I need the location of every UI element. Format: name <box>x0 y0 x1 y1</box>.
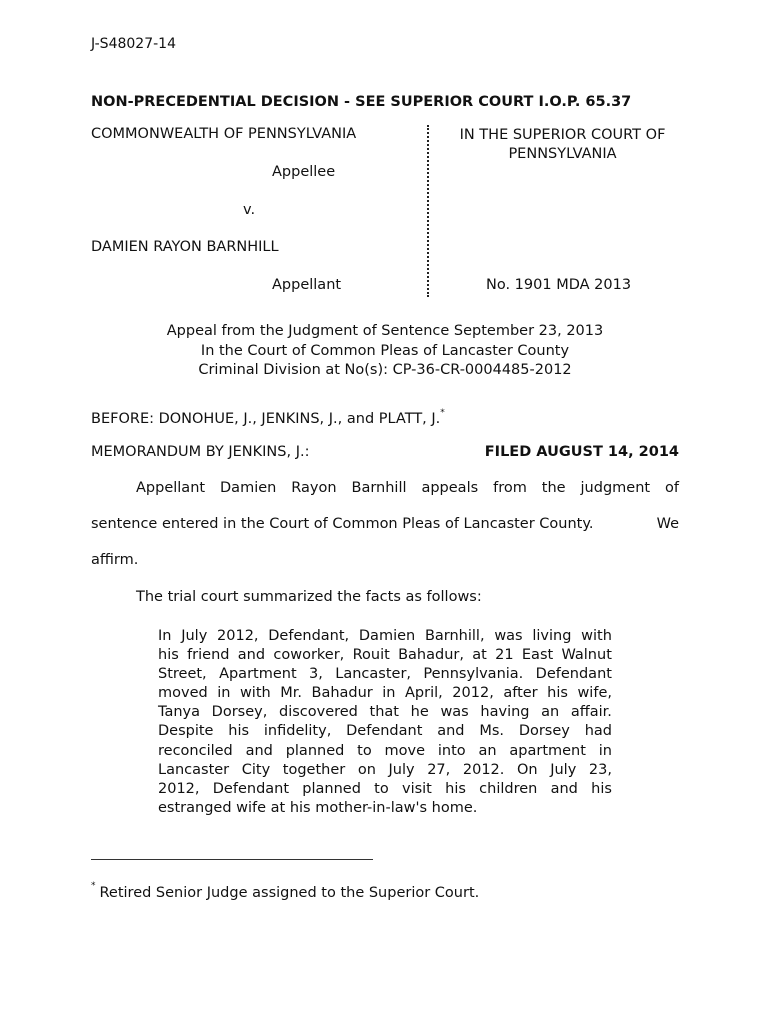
word: Despite <box>158 723 214 740</box>
word: affair. <box>570 704 612 721</box>
appeal-line: In the Court of Common Pleas of Lancaster County <box>200 342 570 359</box>
word: Dorsey <box>518 723 570 740</box>
word: he <box>410 704 429 721</box>
word: Defendant <box>535 666 612 683</box>
word: We <box>656 516 679 532</box>
word: an <box>541 704 560 721</box>
word: Dorsey, <box>211 704 268 721</box>
caption-divider <box>427 125 429 297</box>
plaintiff-name: COMMONWEALTH OF PENNSYLVANIA <box>91 126 357 142</box>
word: move <box>384 742 426 759</box>
quote-line <box>158 742 612 761</box>
word: Apartment <box>219 666 297 683</box>
appeal-line: Appeal from the Judgment of Sentence September 23, 2013 <box>166 323 604 339</box>
word: 3, <box>309 666 323 683</box>
word: Ms. <box>479 723 504 740</box>
word: children <box>479 780 538 797</box>
body-line <box>136 480 679 496</box>
block-quote <box>158 627 612 818</box>
docket-code: J-S48027-14 <box>91 36 176 52</box>
plaintiff-role: Appellee <box>272 164 336 180</box>
word: Walnut <box>561 647 612 664</box>
word: Lancaster, <box>335 666 412 683</box>
word: Damien <box>358 628 416 644</box>
word: appeals <box>421 480 479 496</box>
word: July <box>550 761 577 778</box>
body-line: affirm. <box>91 552 139 568</box>
filed-date: FILED AUGUST 14, 2014 <box>484 444 679 460</box>
word: reconciled <box>158 742 233 759</box>
word: Damien <box>220 480 277 496</box>
versus-label: v. <box>243 202 256 218</box>
appeal-line: Criminal Division at No(s): CP-36-CR-0004485-2012 <box>198 362 572 378</box>
quote-line <box>158 799 612 818</box>
word: the <box>541 480 566 496</box>
word: friend <box>187 647 230 664</box>
non-precedential-notice: NON-PRECEDENTIAL DECISION - SEE SUPERIOR COURT I.O.P. 65.37 <box>91 94 632 110</box>
footnote-marker: * <box>91 881 96 891</box>
word: Barnhill, <box>424 628 485 644</box>
word: estranged wife at his mother-in-law's home. <box>158 799 478 816</box>
word: Tanya <box>158 704 200 721</box>
word: in <box>598 742 612 759</box>
defendant-role: Appellant <box>272 277 342 293</box>
word: into <box>437 742 466 759</box>
word: after <box>503 685 538 702</box>
word: had <box>584 723 612 740</box>
quote-line <box>158 703 612 722</box>
word: his <box>158 647 179 664</box>
word: Defendant <box>212 780 290 797</box>
word: in <box>382 685 396 702</box>
word: Bahadur <box>311 685 373 702</box>
word: 2012, <box>452 685 494 702</box>
word: discovered <box>278 704 358 721</box>
word: judgment <box>580 480 651 496</box>
word: wife, <box>577 685 612 702</box>
word: on <box>357 761 376 778</box>
word: with <box>581 628 612 644</box>
quote-line <box>158 761 612 780</box>
word: apartment <box>509 742 586 759</box>
word: City <box>241 761 271 778</box>
word: and <box>237 647 266 664</box>
panel-judges: BEFORE: DONOHUE, J., JENKINS, J., and PLATT, J. <box>91 410 441 427</box>
word: and <box>245 742 273 759</box>
word: living <box>532 628 572 644</box>
word: his <box>228 723 250 740</box>
word: Barnhill <box>351 480 407 496</box>
word: planned <box>285 742 345 759</box>
word: his <box>445 780 466 797</box>
word: July <box>388 761 415 778</box>
word: and <box>437 723 465 740</box>
word: On <box>517 761 538 778</box>
case-caption-court <box>440 126 685 298</box>
word: In <box>158 628 172 644</box>
quote-line <box>158 722 612 741</box>
word: sentence entered in the Court of Common Pleas of Lancaster County. <box>91 516 594 532</box>
word: from <box>493 480 527 496</box>
word: Mr. <box>280 685 302 702</box>
word: 2012. <box>462 761 505 778</box>
word: Street, <box>158 666 207 683</box>
word: planned <box>302 780 361 797</box>
word: coworker, <box>273 647 345 664</box>
word: was <box>440 704 469 721</box>
word: 27, <box>427 761 451 778</box>
quote-line <box>158 646 612 665</box>
quote-line <box>158 684 612 703</box>
footnote <box>91 881 480 901</box>
panel-line <box>91 410 445 427</box>
court-name: IN THE SUPERIOR COURT OF PENNSYLVANIA <box>459 127 666 162</box>
word: Rouit <box>352 647 390 664</box>
word: his <box>591 780 612 797</box>
word: infidelity, <box>263 723 332 740</box>
word: Defendant <box>346 723 423 740</box>
word: of <box>665 480 679 496</box>
quote-line <box>158 627 612 646</box>
word: his <box>547 685 568 702</box>
defendant-name: DAMIEN RAYON BARNHILL <box>91 239 279 255</box>
docket-number: No. 1901 MDA 2013 <box>486 277 632 293</box>
word: an <box>478 742 497 759</box>
word: to <box>374 780 389 797</box>
word: Rayon <box>291 480 337 496</box>
word: 21 <box>495 647 514 664</box>
word: in <box>217 685 231 702</box>
word: Lancaster <box>158 761 230 778</box>
word: moved <box>158 685 208 702</box>
word: and <box>550 780 578 797</box>
body-line <box>91 516 679 532</box>
footnote-separator <box>91 859 373 860</box>
footnote-marker: * <box>440 408 445 418</box>
word: Pennsylvania. <box>423 666 524 683</box>
word: Bahadur, <box>398 647 464 664</box>
quote-line <box>158 665 612 684</box>
word: Defendant, <box>268 628 350 644</box>
word: 2012, <box>158 780 200 797</box>
word: April, <box>405 685 443 702</box>
word: 2012, <box>217 628 259 644</box>
appeal-info <box>91 322 679 381</box>
word: Appellant <box>136 480 206 496</box>
word: was <box>494 628 523 644</box>
word: July <box>181 628 208 644</box>
word: having <box>480 704 530 721</box>
word: that <box>369 704 399 721</box>
quote-line <box>158 780 612 799</box>
word: to <box>357 742 372 759</box>
word: East <box>521 647 554 664</box>
word: visit <box>401 780 432 797</box>
case-caption-parties <box>91 126 421 298</box>
footnote-text: Retired Senior Judge assigned to the Superior Court. <box>99 884 480 901</box>
body-paragraph: The trial court summarized the facts as follows: <box>136 589 482 605</box>
word: together <box>282 761 346 778</box>
word: 23, <box>588 761 612 778</box>
memorandum-author: MEMORANDUM BY JENKINS, J.: <box>91 444 310 460</box>
word: at <box>472 647 487 664</box>
word: with <box>239 685 271 702</box>
